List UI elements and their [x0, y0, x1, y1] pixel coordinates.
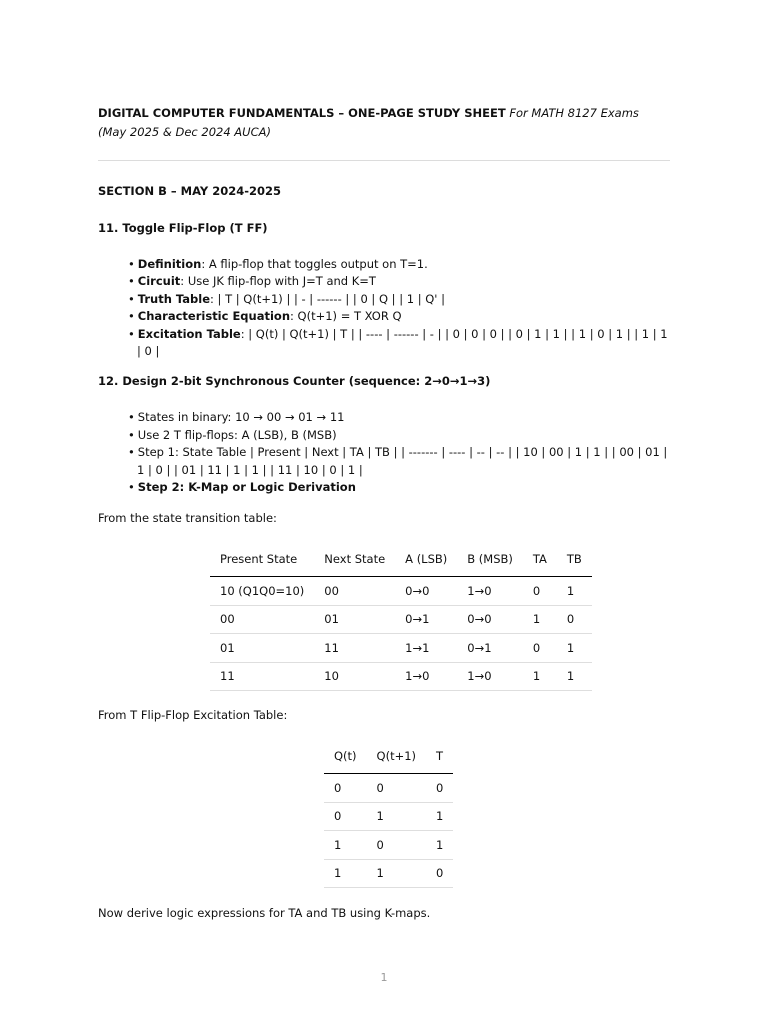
- column-header: B (MSB): [457, 552, 523, 577]
- table-cell: 0: [426, 859, 453, 888]
- q11-definition-item: • Definition: A flip-flop that toggles output on T=1.: [128, 256, 670, 273]
- table-cell: 0: [367, 831, 427, 860]
- column-header: Present State: [210, 552, 314, 577]
- table-cell: 01: [314, 605, 395, 634]
- q11-characteristic-equation-item: • Characteristic Equation: Q(t+1) = T XOR Q: [128, 308, 670, 325]
- table-cell: 10 (Q1Q0=10): [210, 577, 314, 606]
- table-row: [324, 831, 453, 860]
- table-cell: 1: [426, 831, 453, 860]
- table-row: [210, 605, 592, 634]
- state-transition-table: [210, 552, 592, 691]
- table-header-row: [210, 552, 592, 577]
- q12-state-table-item: • Step 1: State Table | Present | Next | TA | TB | | ------- | ---- | -- | -- | | 10 | 00 | 1 | 1 | | 00 | 01 | 1 | 0 | | 01 | 11 | 1 | 1 | | 11 | 10 | 0 | 1 |: [128, 444, 670, 479]
- table-cell: 0: [557, 605, 592, 634]
- table-cell: 1: [324, 831, 367, 860]
- table-row: [324, 859, 453, 888]
- table-cell: 11: [314, 634, 395, 663]
- table-cell: 0→1: [457, 634, 523, 663]
- page-title: [98, 104, 670, 142]
- table-cell: 1: [523, 605, 557, 634]
- table-cell: 1: [426, 802, 453, 831]
- table-cell: 1: [557, 577, 592, 606]
- page-number: 1: [380, 971, 388, 984]
- table-cell: 11: [210, 662, 314, 691]
- table-cell: 1: [324, 859, 367, 888]
- q11-excitation-table-item: • Excitation Table: | Q(t) | Q(t+1) | T | | ---- | ------ | - | | 0 | 0 | 0 | | 0 | 1 | 1 | | 1 | 0 | 1 | | 1 | 1 | 0 |: [128, 326, 670, 361]
- table-row: [324, 774, 453, 803]
- table-row: [210, 634, 592, 663]
- table-cell: 0: [367, 774, 427, 803]
- table-cell: 00: [210, 605, 314, 634]
- table-row: [210, 662, 592, 691]
- table-cell: 1: [367, 802, 427, 831]
- q12-flipflops-item: • Use 2 T flip-flops: A (LSB), B (MSB): [128, 427, 670, 444]
- table-row: [210, 577, 592, 606]
- table-cell: 0: [523, 634, 557, 663]
- table-cell: 0→0: [395, 577, 457, 606]
- q12-heading: 12. Design 2-bit Synchronous Counter (sequence: 2→0→1→3): [98, 374, 491, 389]
- table-cell: 0: [426, 774, 453, 803]
- title-main: DIGITAL COMPUTER FUNDAMENTALS – ONE-PAGE STUDY SHEET: [98, 106, 506, 120]
- column-header: Next State: [314, 552, 395, 577]
- column-header: A (LSB): [395, 552, 457, 577]
- table-cell: 1→0: [395, 662, 457, 691]
- q11-heading: 11. Toggle Flip-Flop (T FF): [98, 221, 268, 235]
- column-header: T: [426, 749, 453, 774]
- table-cell: 1→0: [457, 662, 523, 691]
- column-header: TB: [557, 552, 592, 577]
- horizontal-rule: [98, 160, 670, 161]
- table-cell: 0→1: [395, 605, 457, 634]
- paragraph-kmap: Now derive logic expressions for TA and TB using K-maps.: [98, 906, 431, 921]
- table-cell: 1: [367, 859, 427, 888]
- title-subtitle: For MATH 8127 Exams (May 2025 & Dec 2024 AUCA): [98, 106, 639, 139]
- table-cell: 1: [557, 634, 592, 663]
- paragraph-state-transition: From the state transition table:: [98, 511, 277, 526]
- paragraph-excitation: From T Flip-Flop Excitation Table:: [98, 708, 288, 723]
- q12-step2-item: • Step 2: K-Map or Logic Derivation: [128, 479, 670, 496]
- q11-truth-table-item: • Truth Table: | T | Q(t+1) | | - | ------ | | 0 | Q | | 1 | Q' |: [128, 291, 670, 308]
- table-header-row: [324, 749, 453, 774]
- q11-circuit-item: • Circuit: Use JK flip-flop with J=T and K=T: [128, 273, 670, 290]
- table-cell: 0: [324, 802, 367, 831]
- q12-bullet-list: [98, 409, 670, 496]
- section-b-heading: SECTION B – MAY 2024-2025: [98, 184, 281, 198]
- column-header: Q(t+1): [367, 749, 427, 774]
- table-cell: 0: [324, 774, 367, 803]
- q11-bullet-list: [98, 256, 670, 360]
- q12-states-item: • States in binary: 10 → 00 → 01 → 11: [128, 409, 670, 426]
- table-cell: 1: [557, 662, 592, 691]
- table-row: [324, 802, 453, 831]
- study-sheet-page: [98, 104, 670, 921]
- table-cell: 01: [210, 634, 314, 663]
- column-header: Q(t): [324, 749, 367, 774]
- excitation-table: [324, 749, 453, 888]
- table-cell: 1→1: [395, 634, 457, 663]
- column-header: TA: [523, 552, 557, 577]
- table-cell: 1→0: [457, 577, 523, 606]
- table-cell: 00: [314, 577, 395, 606]
- table-cell: 10: [314, 662, 395, 691]
- table-cell: 0: [523, 577, 557, 606]
- table-cell: 1: [523, 662, 557, 691]
- table-cell: 0→0: [457, 605, 523, 634]
